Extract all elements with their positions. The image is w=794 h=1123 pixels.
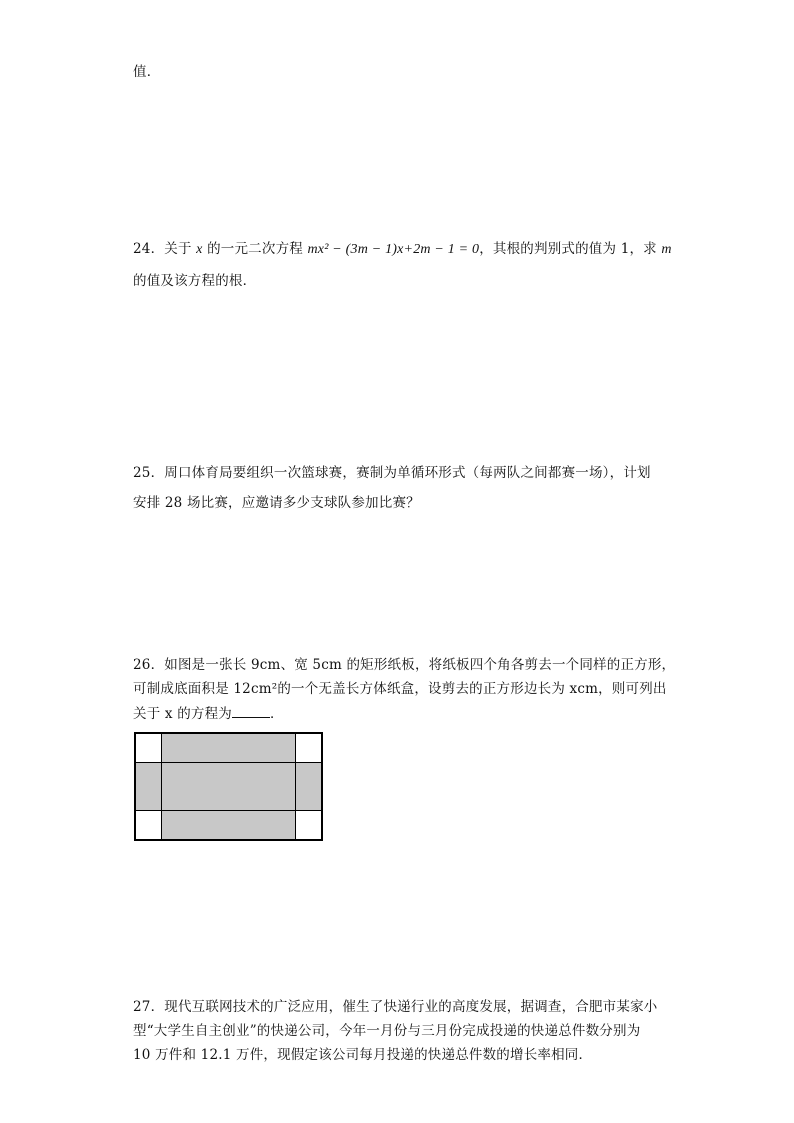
q26-line1: 26．如图是一张长 9cm、宽 5cm 的矩形纸板，将纸板四个角各剪去一个同样的正方形，	[133, 657, 676, 673]
flap-left	[135, 762, 162, 811]
corner-square-top-right	[295, 733, 322, 763]
q24-equation: mx² − (3m − 1)x+2m − 1 = 0	[307, 242, 480, 257]
box-base	[161, 762, 296, 811]
q25-line2: 安排 28 场比赛，应邀请多少支球队参加比赛？	[133, 495, 420, 511]
q26-line3-prefix: 关于 x 的方程为	[133, 706, 232, 722]
answer-blank	[232, 705, 270, 718]
q24-prefix: 24．关于	[133, 241, 197, 257]
q24-mid: 的一元二次方程	[202, 241, 308, 257]
q26-line3-suffix: ．	[270, 706, 284, 722]
q27-line2: 型“大学生自主创业”的快递公司，今年一月份与三月份完成投递的快递总件数分别为	[133, 1023, 641, 1039]
q26-line3	[133, 705, 284, 723]
q24-var-x: x	[196, 242, 203, 257]
corner-square-bottom-left	[135, 810, 162, 840]
corner-square-bottom-right	[295, 810, 322, 840]
q24-line1	[133, 240, 672, 259]
flap-right	[295, 762, 322, 811]
cardboard-figure	[134, 732, 323, 841]
q24-line2: 的值及该方程的根．	[133, 273, 257, 289]
q27-line3: 10 万件和 12.1 万件，现假定该公司每月投递的快递总件数的增长率相同．	[133, 1047, 593, 1063]
q24-post: ，其根的判别式的值为 1，求	[479, 241, 662, 257]
flap-top	[161, 733, 296, 763]
corner-square-top-left	[135, 733, 162, 763]
flap-bottom	[161, 810, 296, 840]
q24-var-m: m	[661, 242, 672, 257]
q27-line1: 27．现代互联网技术的广泛应用，催生了快递行业的高度发展，据调查，合肥市某家小	[133, 999, 658, 1015]
q25-line1: 25．周口体育局要组织一次篮球赛，赛制为单循环形式（每两队之间都赛一场），计划	[133, 465, 651, 481]
q23-tail: 值．	[133, 64, 161, 80]
q26-line2: 可制成底面积是 12cm²的一个无盖长方体纸盒，设剪去的正方形边长为 xcm，则可列出	[133, 681, 667, 697]
